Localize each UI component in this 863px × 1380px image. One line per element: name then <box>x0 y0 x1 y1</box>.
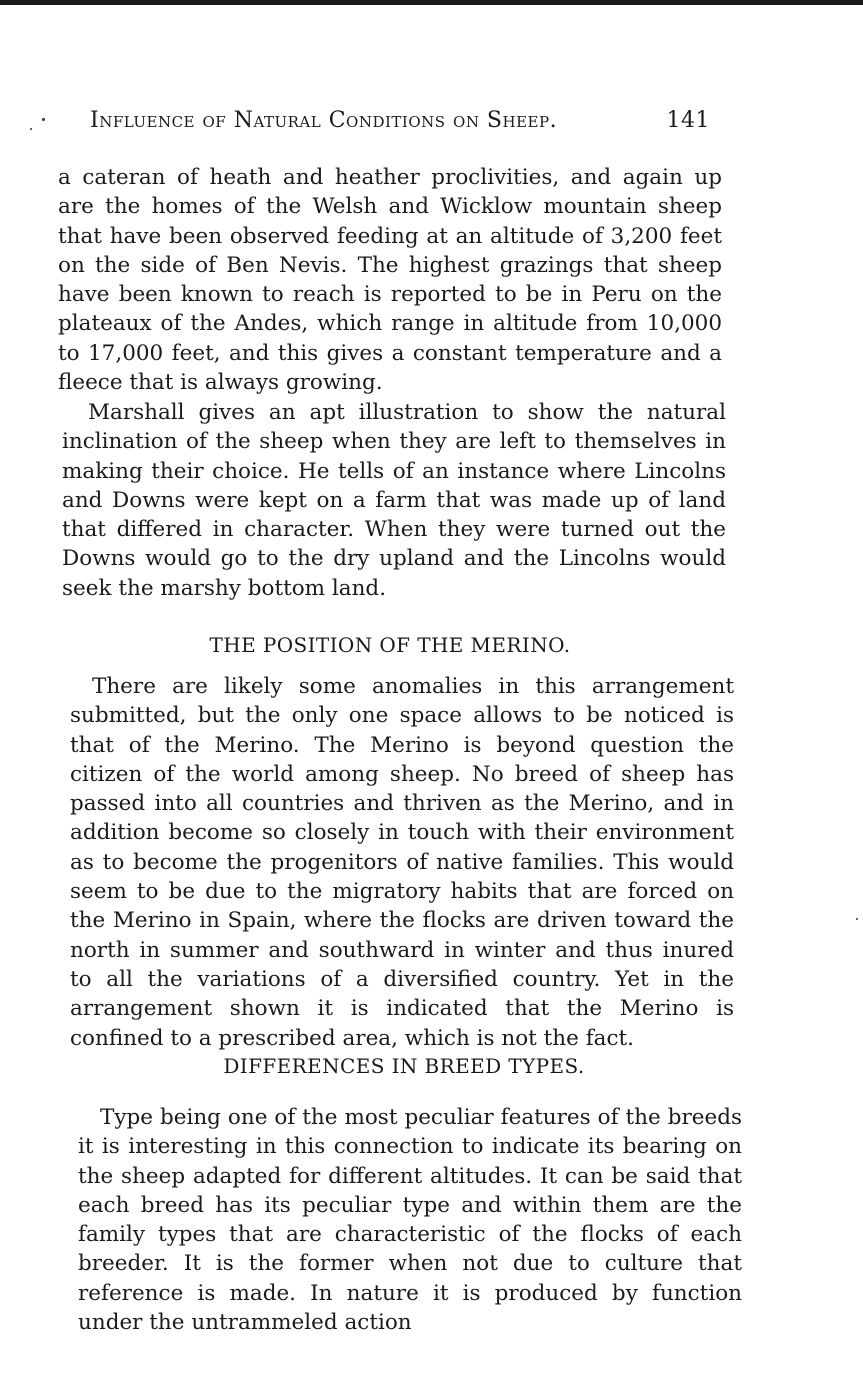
paragraph-breed-types: Type being one of the most peculiar features of the breeds it is interesting in this connection to indicate its bearing on the sheep adapted for different altitudes. It can be said that each breed has its peculiar type and within them are the family types that are characteristic of the flocks of each breeder. It is the former when not due to culture that reference is made. In nature it is produced by function under the untrammeled action <box>78 1105 742 1336</box>
scan-speck <box>30 128 32 130</box>
paragraph-sheep-altitudes: a cateran of heath and heather proclivities, and again up are the homes of the Welsh and Wicklow mountain sheep that have been observed feeding at an altitude of 3,200 feet on the side of Ben Nevis. The highest grazings that sheep have been known to reach is reported to be in Peru on the plateaux of the Andes, which range in altitude from 10,000 to 17,000 feet, and this gives a constant temperature and a fleece that is always growing. <box>58 165 722 396</box>
scan-speck <box>856 918 858 920</box>
section-heading-breed-types: DIFFERENCES IN BREED TYPES. <box>223 1054 585 1078</box>
running-head <box>90 108 710 142</box>
section-heading-merino: THE POSITION OF THE MERINO. <box>209 633 571 657</box>
top-edge-rule <box>0 0 863 5</box>
paragraph-merino-position: There are likely some anomalies in this arrangement submitted, but the only one space allows to be noticed is that of the Merino. The Merino is beyond question the citizen of the world among sheep. No breed of sheep has passed into all countries and thriven as the Merino, and in addition become so closely in touch with their environment as to become the progenitors of native families. This would seem to be due to the migratory habits that are forced on the Merino in Spain, where the flocks are driven toward the north in summer and southward in winter and thus inured to all the variations of a diversified country. Yet in the arrangement shown it is indicated that the Merino is confined to a prescribed area, which is not the fact. <box>70 674 734 1051</box>
running-title: Influence of Natural Conditions on Sheep. <box>90 108 558 133</box>
page-number: 141 <box>666 108 710 133</box>
paragraph-marshall-illustration: Marshall gives an apt illustration to show the natural inclination of the sheep when they are left to themselves in making their choice. He tells of an instance where Lincolns and Downs were kept on a farm that was made up of land that differed in character. When they were turned out the Downs would go to the dry upland and the Lincolns would seek the marshy bottom land. <box>62 400 726 601</box>
scan-speck <box>42 118 45 121</box>
